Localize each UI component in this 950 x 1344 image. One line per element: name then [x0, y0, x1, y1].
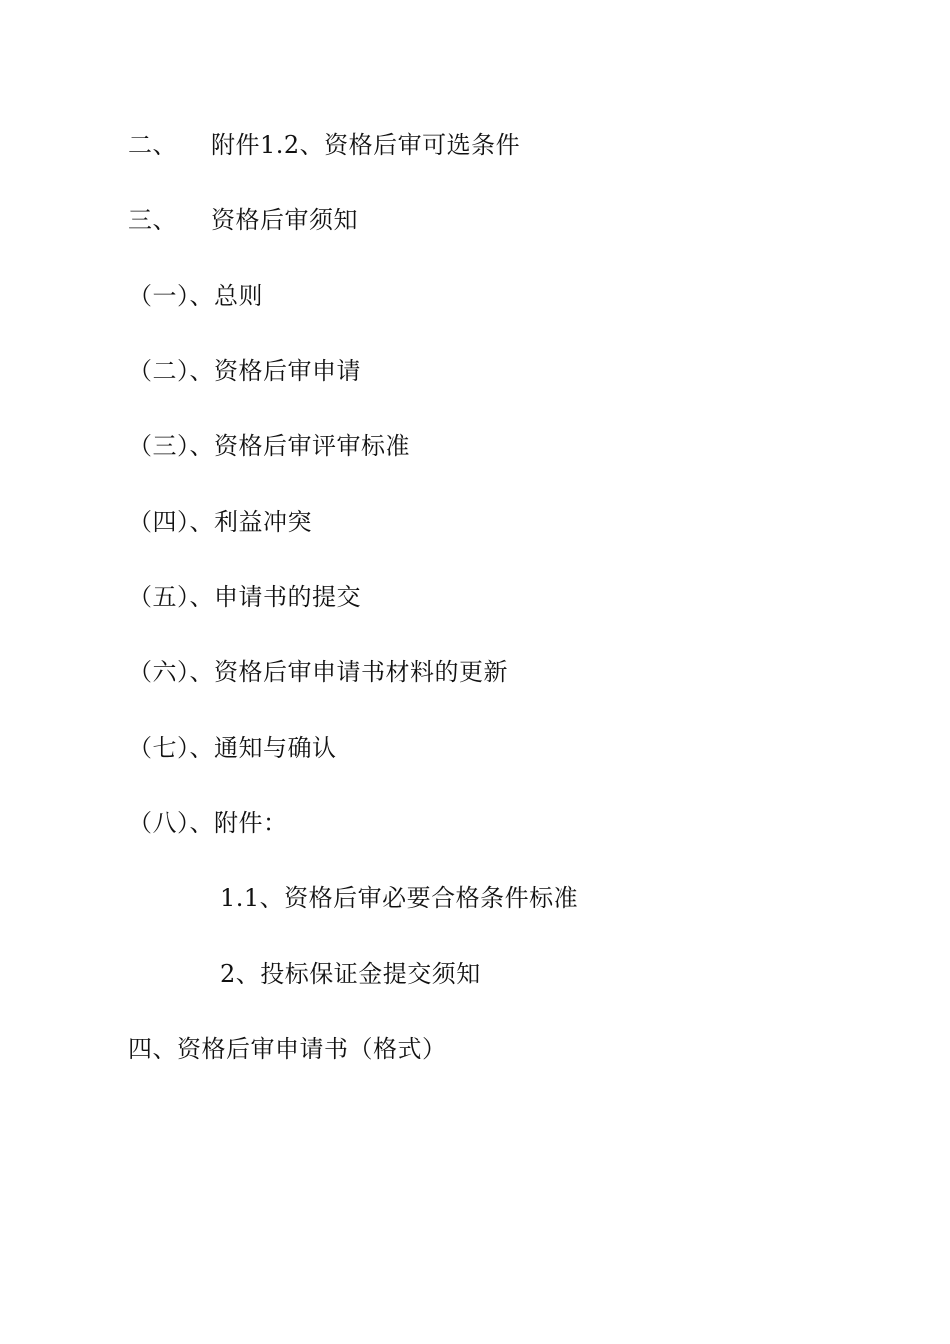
toc-subsection-1: （一）、总则	[128, 282, 263, 310]
section-title: 资格后审须知	[211, 206, 358, 234]
toc-subsection-4: （四）、利益冲突	[128, 508, 312, 536]
toc-attachment-1: 1.1、资格后审必要合格条件标准	[220, 884, 579, 912]
section-number: 三、	[128, 206, 177, 234]
toc-subsection-7: （七）、通知与确认	[128, 734, 337, 762]
toc-subsection-5: （五）、申请书的提交	[128, 583, 361, 611]
toc-section-2	[128, 130, 520, 160]
toc-attachment-2: 2、投标保证金提交须知	[220, 960, 481, 988]
section-title: 附件1.2、资格后审可选条件	[211, 131, 521, 159]
section-number: 二、	[128, 131, 177, 159]
toc-section-4: 四、资格后审申请书（格式）	[128, 1035, 447, 1063]
toc-subsection-6: （六）、资格后审申请书材料的更新	[128, 658, 508, 686]
toc-subsection-8: （八）、附件：	[128, 809, 288, 837]
toc-subsection-2: （二）、资格后审申请	[128, 357, 361, 385]
toc-section-3	[128, 205, 358, 235]
toc-subsection-3: （三）、资格后审评审标准	[128, 432, 410, 460]
